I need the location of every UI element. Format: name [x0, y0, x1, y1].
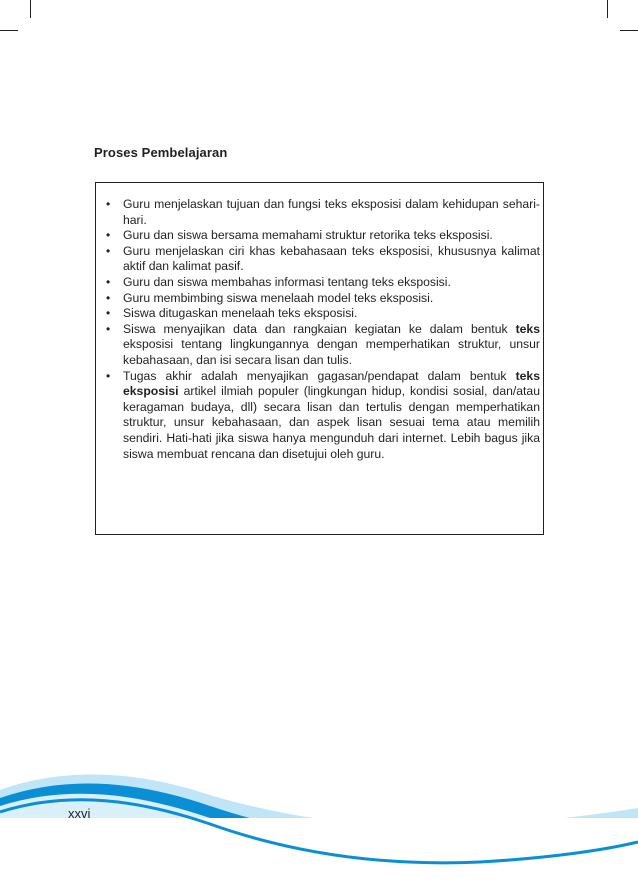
- page-number: xxvi: [68, 806, 91, 821]
- list-item: [106, 197, 540, 228]
- list-item: [106, 243, 540, 275]
- bullet-icon: •: [106, 274, 111, 289]
- list-item-text: Guru dan siswa bersama memahami struktur retorika teks eksposisi.: [123, 228, 493, 243]
- crop-mark-top-left-vertical: [30, 0, 31, 18]
- crop-mark-top-right-horizontal: [620, 30, 638, 31]
- list-item-bold-text: teks: [515, 321, 540, 336]
- bullet-icon: •: [106, 306, 111, 321]
- list-item: [106, 228, 540, 244]
- bullet-icon: •: [106, 197, 111, 211]
- list-item-text: Guru membimbing siswa menelaah model teks eksposisi.: [123, 290, 434, 305]
- crop-mark-top-right-vertical: [607, 0, 608, 18]
- list-item-text-before: Siswa menyajikan data dan rangkaian kegiatan ke dalam bentuk: [123, 321, 508, 336]
- list-item-text: Guru dan siswa membahas informasi tentang teks eksposisi.: [123, 274, 451, 289]
- list-item: [106, 368, 540, 463]
- list-item: [106, 290, 540, 307]
- list-item-text: Guru menjelaskan ciri khas kebahasaan teks eksposisi, khususnya kalimat aktif dan kalimat pasif.: [123, 243, 540, 274]
- bullet-icon: •: [106, 243, 111, 258]
- list-item: [106, 306, 540, 322]
- bullet-icon: •: [106, 368, 111, 383]
- list-item-text-after: artikel ilmiah populer (lingkungan hidup, kondisi sosial, dan/atau keragaman budaya, dll) secara lisan dan tertulis dengan memperhatikan struktur, unsur kebahasaan, dan aspek lisan sesuai tema atau memilih sendiri. Hati-hati jika siswa hanya mengunduh dari internet. Lebih bagus jika siswa membuat rencana dan disetujui oleh guru.: [123, 384, 540, 461]
- list-item-bold-text: teks eksposisi: [123, 368, 540, 399]
- bullet-icon: •: [106, 290, 111, 305]
- list-item-text: Siswa ditugaskan menelaah teks eksposisi.: [123, 306, 358, 321]
- bullet-icon: •: [106, 321, 111, 336]
- crop-mark-top-left-horizontal: [0, 30, 18, 31]
- list-item: [106, 321, 540, 369]
- list-item-text-before: Tugas akhir adalah menyajikan gagasan/pendapat dalam bentuk: [123, 368, 507, 383]
- list-item-text: Guru menjelaskan tujuan dan fungsi teks eksposisi dalam kehidupan sehari-hari.: [123, 197, 540, 227]
- footer-wave-decoration: [0, 760, 638, 884]
- bullet-icon: •: [106, 228, 111, 243]
- section-heading: Proses Pembelajaran: [94, 145, 228, 160]
- list-item: [106, 274, 540, 291]
- list-item-text-after: eksposisi tentang lingkungannya dengan memperhatikan struktur, unsur kebahasaan, dan isi secara lisan dan tulis.: [123, 337, 540, 367]
- learning-steps-list: [106, 197, 540, 462]
